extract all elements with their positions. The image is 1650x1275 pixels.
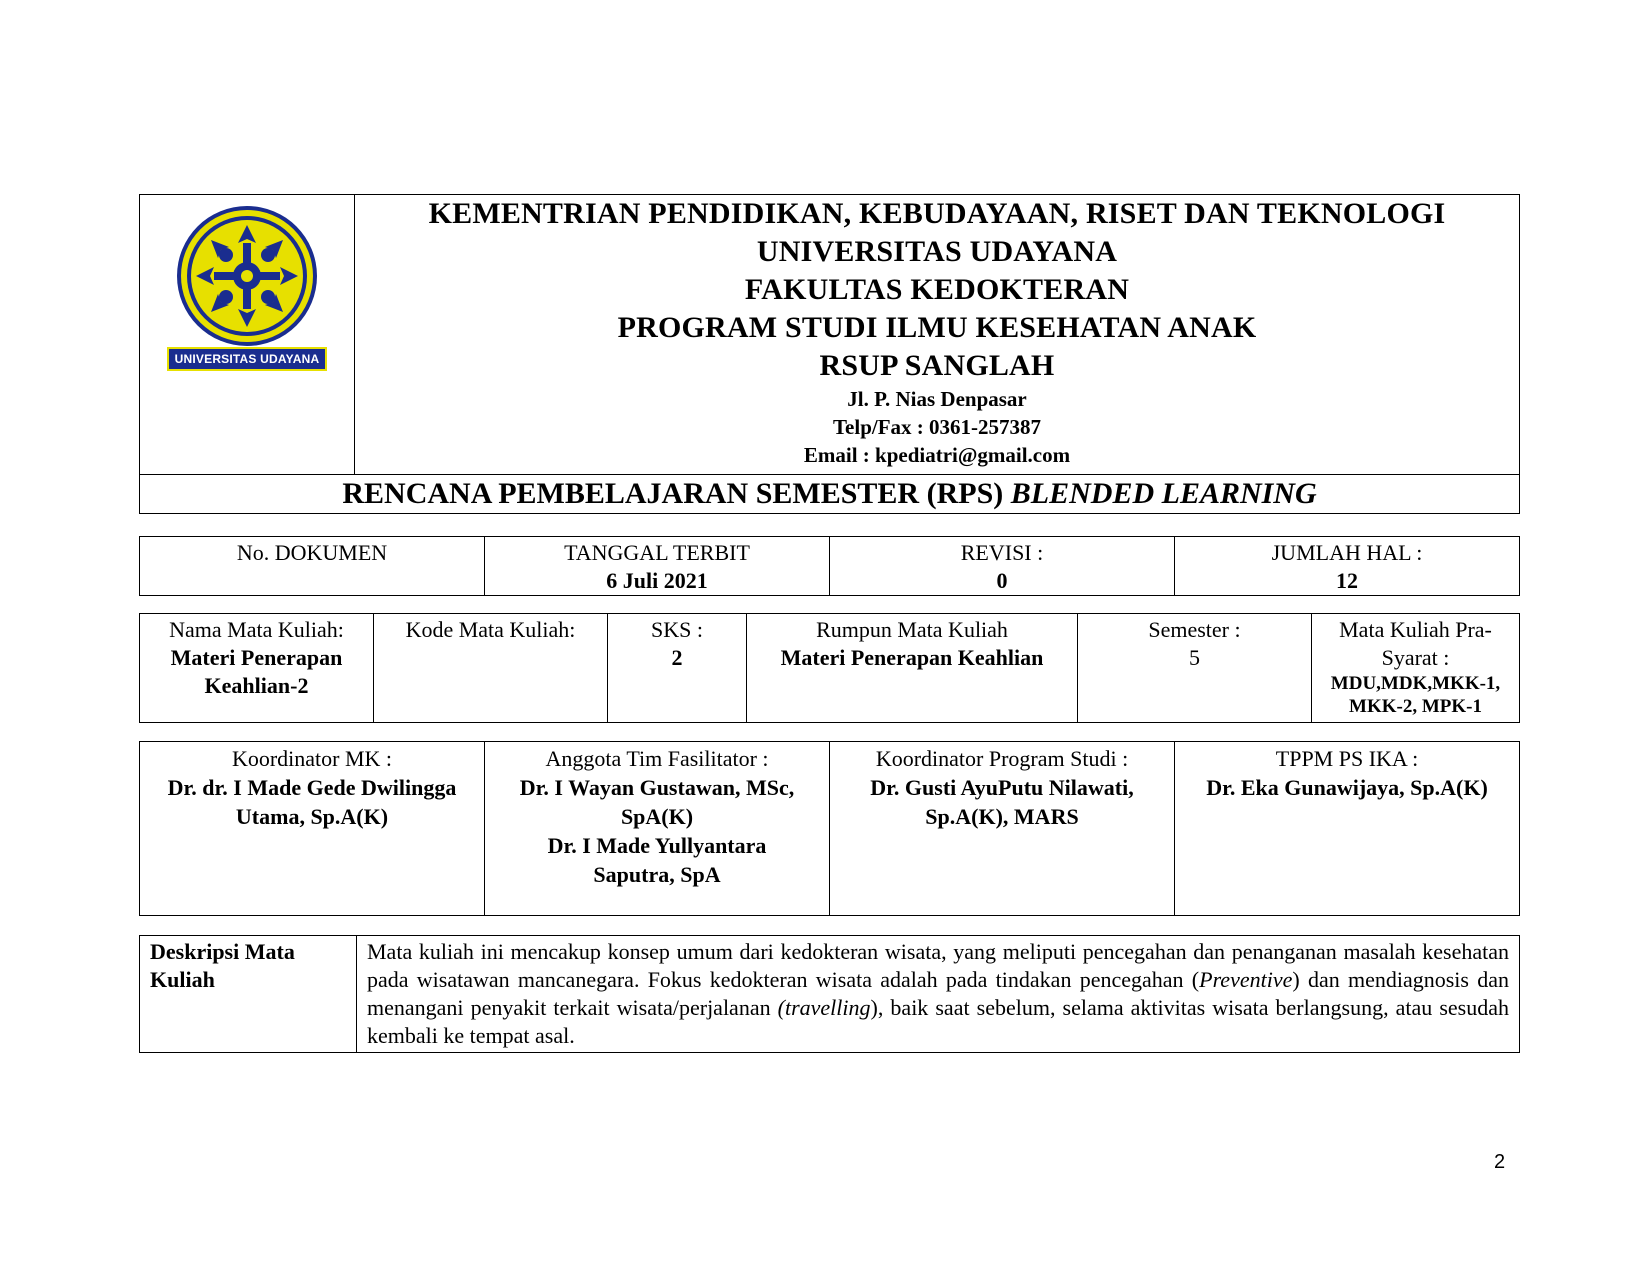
document-info-table — [139, 536, 1520, 596]
email: Email : kpediatri@gmail.com — [803, 443, 1071, 467]
sks-cell — [608, 614, 747, 723]
course-cluster-cell — [747, 614, 1078, 723]
university-name: UNIVERSITAS UDAYANA — [756, 235, 1118, 268]
course-cluster-value: Materi Penerapan Keahlian — [780, 645, 1044, 670]
revision-label: REVISI : — [960, 540, 1044, 565]
course-coordinator-cell — [140, 742, 485, 916]
university-logo — [140, 195, 354, 371]
title-plain: RENCANA PEMBELAJARAN SEMESTER (RPS) — [342, 477, 1011, 510]
doc-number-label: No. DOKUMEN — [236, 540, 388, 565]
tppm-cell — [1175, 742, 1520, 916]
issue-date-value: 6 Juli 2021 — [606, 568, 708, 593]
address: Jl. P. Nias Denpasar — [847, 387, 1027, 411]
semester-cell — [1078, 614, 1312, 723]
course-name-cell — [140, 614, 374, 723]
facilitator-team-label: Anggota Tim Fasilitator : — [545, 746, 769, 771]
tppm-value: Dr. Eka Gunawijaya, Sp.A(K) — [1206, 775, 1488, 800]
ministry-name: KEMENTRIAN PENDIDIKAN, KEBUDAYAAN, RISET DAN TEKNOLOGI — [428, 197, 1446, 230]
issue-date-label: TANGGAL TERBIT — [564, 540, 750, 565]
facilitator-member-2: Dr. I Made Yullyantara Saputra, SpA — [547, 833, 767, 887]
page-count-label: JUMLAH HAL : — [1271, 540, 1423, 565]
institution-header — [355, 195, 1520, 475]
course-name-label: Nama Mata Kuliah: — [169, 617, 344, 642]
revision-cell — [830, 537, 1175, 596]
issue-date-cell — [485, 537, 830, 596]
prerequisite-value: MDU,MDK,MKK-1, MKK-2, MPK-1 — [1330, 673, 1501, 717]
faculty-name: FAKULTAS KEDOKTERAN — [744, 273, 1130, 306]
course-code-cell — [374, 614, 608, 723]
course-name-value: Materi Penerapan Keahlian-2 — [170, 645, 343, 698]
program-coordinator-value: Dr. Gusti AyuPutu Nilawati, Sp.A(K), MARS — [870, 775, 1134, 829]
description-part-1: Mata kuliah ini mencakup konsep umum dari kedokteran wisata, yang meliputi pencegahan dan penanganan masalah kesehatan pada wisatawan mancanegara. Fokus kedokteran wisata adalah pada tindakan pencegahan ( — [367, 939, 1509, 992]
title-italic: BLENDED LEARNING — [1010, 477, 1317, 510]
program-coordinator-label: Koordinator Program Studi : — [875, 746, 1129, 771]
hospital-name: RSUP SANGLAH — [819, 349, 1055, 382]
revision-value: 0 — [996, 568, 1008, 593]
phone: Telp/Fax : 0361-257387 — [832, 415, 1042, 439]
description-part-2: ) dan mendiagnosis dan menangani penyakit terkait wisata/perjalanan — [367, 967, 1509, 1020]
document-title — [140, 475, 1520, 514]
description-part-3: ), baik saat sebelum, selama aktivitas wisata berlangsung, atau sesudah kembali ke tempat asal. — [367, 995, 1509, 1048]
course-coordinator-value: Dr. dr. I Made Gede Dwilingga Utama, Sp.A(K) — [167, 775, 457, 829]
logo-cell — [140, 195, 355, 475]
course-cluster-label: Rumpun Mata Kuliah — [816, 617, 1008, 642]
sks-label: SKS : — [651, 617, 703, 642]
page-number: 2 — [1494, 1151, 1506, 1173]
course-code-label: Kode Mata Kuliah: — [405, 617, 576, 642]
semester-label: Semester : — [1148, 617, 1241, 642]
program-coordinator-cell — [830, 742, 1175, 916]
team-table — [139, 741, 1520, 916]
program-name: PROGRAM STUDI ILMU KESEHATAN ANAK — [617, 311, 1257, 344]
facilitator-team-cell — [485, 742, 830, 916]
semester-value: 5 — [1189, 645, 1200, 670]
page-count-cell — [1175, 537, 1520, 596]
description-table — [139, 935, 1520, 1053]
course-coordinator-label: Koordinator MK : — [231, 746, 393, 771]
header-table — [139, 194, 1520, 514]
prerequisite-cell — [1312, 614, 1520, 723]
doc-number-cell — [140, 537, 485, 596]
description-label: Deskripsi Mata Kuliah — [140, 936, 357, 1053]
university-seal-icon — [174, 203, 320, 349]
tppm-label: TPPM PS IKA : — [1275, 746, 1419, 771]
prerequisite-label: Mata Kuliah Pra-Syarat : — [1339, 617, 1492, 670]
description-text — [357, 936, 1520, 1053]
description-italic-1: Preventive — [1199, 967, 1293, 992]
page-count-value: 12 — [1336, 568, 1358, 593]
sks-value: 2 — [671, 645, 683, 670]
logo-banner: UNIVERSITAS UDAYANA — [167, 347, 328, 371]
facilitator-member-1: Dr. I Wayan Gustawan, MSc, SpA(K) — [519, 775, 795, 829]
course-info-table — [139, 613, 1520, 723]
description-italic-2: (travelling — [777, 995, 871, 1020]
